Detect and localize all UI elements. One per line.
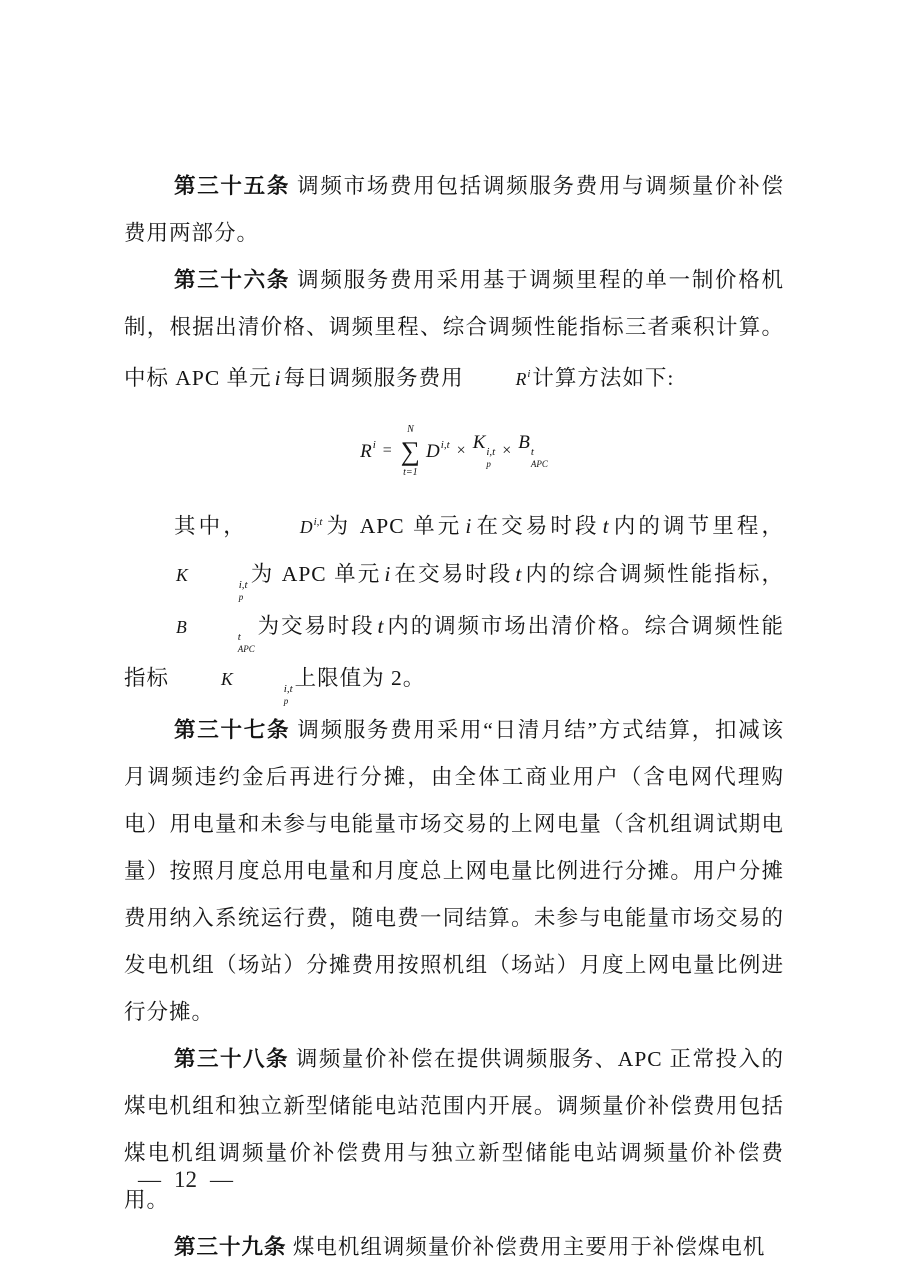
math-variable: i xyxy=(274,366,281,390)
math-d-term: D$^{i,t}$ xyxy=(299,516,323,537)
math-variable: t xyxy=(602,514,609,538)
formula-block xyxy=(124,403,784,499)
text-segment: 煤电机组调频量价补偿费用主要用于补偿煤电机 xyxy=(286,1235,766,1259)
math-variable: t xyxy=(515,562,522,586)
math-k-term: K i,t p xyxy=(221,669,293,706)
text-segment: 调频量价补偿在提供调频服务、APC 正常投入的煤电机组和独立新型储能电站范围内开展。调频量价补偿费用包括煤电机组调频量价补偿费用与独立新型储能电站调频量价补偿费用。 xyxy=(124,1047,784,1212)
math-b-term: B t APC xyxy=(518,432,548,469)
article-number-heading: 第三十八条 xyxy=(174,1047,289,1071)
math-k-term: K i,t p xyxy=(472,432,496,469)
article-number-heading: 第三十六条 xyxy=(174,268,291,292)
article-number-heading: 第三十五条 xyxy=(174,174,291,198)
math-b-term: B t APC xyxy=(176,617,255,654)
text-segment: 在交易时段 xyxy=(474,514,600,538)
math-variable: i xyxy=(384,562,391,586)
math-r-term: $R^i$ xyxy=(515,368,531,389)
paragraph xyxy=(124,1224,784,1271)
math-variable: t xyxy=(377,614,384,638)
page-footer xyxy=(138,1167,233,1193)
math-k-term: K i,t p xyxy=(176,565,248,602)
text-segment: 每日调频服务费用 xyxy=(283,366,464,390)
page-number: 12 xyxy=(174,1167,197,1192)
text-segment: 内的综合调频性能指标， xyxy=(524,562,784,586)
math-d-term: D$^{i,t}$ xyxy=(426,439,450,462)
text-segment: 内的调节里程， xyxy=(611,514,784,538)
math-variable: i xyxy=(465,514,472,538)
multiplication-sign: × xyxy=(456,442,466,459)
article-number-heading: 第三十九条 xyxy=(174,1235,287,1259)
text-segment: 计算方法如下: xyxy=(532,366,675,390)
text-segment: 调频服务费用采用基于调频里程的单一制价格机制，根据出清价格、调频里程、综合调频性能指标三者乘积计算。中标 APC 单元 xyxy=(124,268,784,390)
text-segment: 调频服务费用采用“日清月结”方式结算，扣减该月调频违约金后再进行分摊，由全体工商业用户（含电网代理购电）用电量和未参与电能量市场交易的上网电量（含机组调试期电量）按照月度总用电量和月度总上网电量比例进行分摊。用户分摊费用纳入系统运行费，随电费一同结算。未参与电能量市场交易的发电机组（场站）分摊费用按照机组（场站）月度上网电量比例进行分摊。 xyxy=(124,718,784,1024)
multiplication-sign: × xyxy=(502,442,512,459)
footer-dash-left: — xyxy=(138,1167,161,1192)
paragraph xyxy=(124,163,784,257)
equals-sign: = xyxy=(382,442,392,459)
paragraph xyxy=(124,499,784,707)
formula-lhs: $R^i$ xyxy=(360,439,376,462)
text-segment: 调频市场费用包括调频服务费用与调频量价补偿费用两部分。 xyxy=(124,174,784,245)
summation-sign: N ∑ t=1 xyxy=(400,423,421,478)
frequency-service-fee-formula xyxy=(358,425,550,478)
article-number-heading: 第三十七条 xyxy=(174,718,291,742)
footer-dash-right: — xyxy=(210,1167,233,1192)
text-segment: 为 APC 单元 xyxy=(324,514,463,538)
text-segment: 其中， xyxy=(174,514,248,538)
text-segment: 为交易时段 xyxy=(256,614,375,638)
paragraph xyxy=(124,257,784,403)
text-segment: 上限值为 2。 xyxy=(294,666,426,690)
paragraph xyxy=(124,707,784,1036)
document-body xyxy=(124,163,784,1271)
text-segment: 为 APC 单元 xyxy=(249,562,382,586)
paragraph xyxy=(124,1036,784,1224)
text-segment: 在交易时段 xyxy=(393,562,513,586)
text-segment: 内的调频市场出清价格。综合调频性能指标 xyxy=(124,614,784,690)
